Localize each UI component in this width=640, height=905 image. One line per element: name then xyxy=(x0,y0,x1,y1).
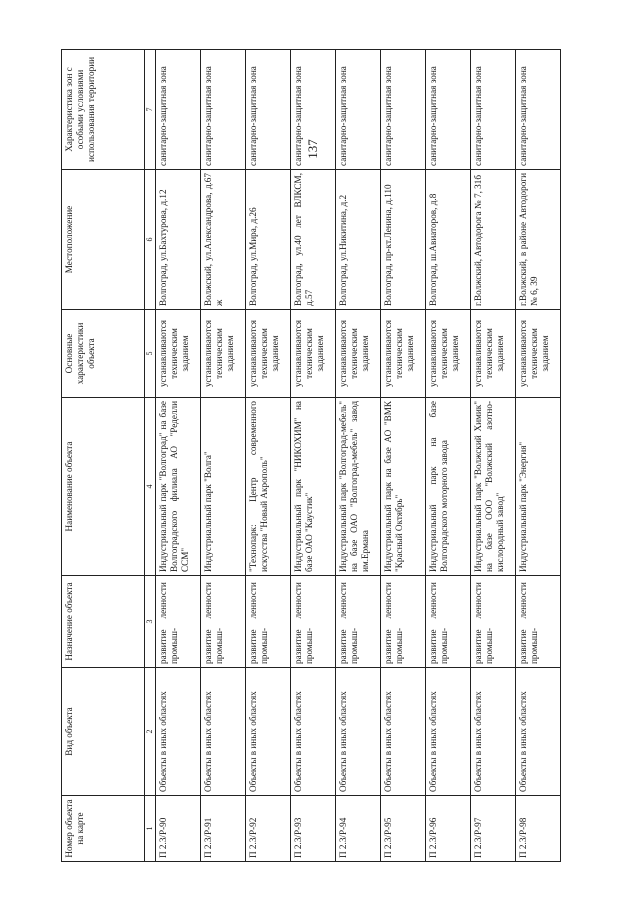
object-kind: Объекты в иных областях xyxy=(291,668,336,796)
purpose-part-b: ленности xyxy=(338,582,348,619)
object-location: Волжский, ул.Александрова, д.67 ж xyxy=(201,170,246,310)
purpose-part-a: развитие промыш- xyxy=(338,627,359,664)
table-row xyxy=(381,50,426,862)
purpose-part-a: развитие промыш- xyxy=(518,627,539,664)
object-name: Индустриальный парк "НИКОХИМ" на базе ОАО "Каустик" xyxy=(291,398,336,576)
header-cell: Номер объекта на карте xyxy=(62,796,145,862)
object-zones: санитарно-защитная зона xyxy=(336,50,381,170)
table-header-row xyxy=(62,50,145,862)
object-location: Волгоград, ул.Бахтурова, д.12 xyxy=(156,170,201,310)
object-characteristics: устанавливаются техническим заданием xyxy=(336,310,381,398)
object-purpose xyxy=(156,576,201,668)
object-name: Индустриальный парк "Волгоград" на базе Волгоградского филиала АО "Ределли ССМ" xyxy=(156,398,201,576)
purpose-part-b: ленности xyxy=(293,582,303,619)
header-cell: Назначение объекта xyxy=(62,576,145,668)
header-cell: Характеристика зон с особыми условиями использования территории xyxy=(62,50,145,170)
object-purpose xyxy=(381,576,426,668)
object-location: Волгоград, ул.40 лет ВЛКСМ, д.57 xyxy=(291,170,336,310)
object-kind: Объекты в иных областях xyxy=(156,668,201,796)
column-number: 6 xyxy=(145,170,156,310)
object-name: "Технопарк: Центр современного искусства "Новый Акрополь" xyxy=(246,398,291,576)
object-characteristics: устанавливаются техническим заданием xyxy=(426,310,471,398)
column-number: 4 xyxy=(145,398,156,576)
object-kind: Объекты в иных областях xyxy=(426,668,471,796)
table-row xyxy=(336,50,381,862)
purpose-part-b: ленности xyxy=(473,582,483,619)
object-number: П 2.3/Р-90 xyxy=(156,796,201,862)
object-location: Волгоград, ш.Авиаторов, д.8 xyxy=(426,170,471,310)
purpose-part-b: ленности xyxy=(203,582,213,619)
object-purpose xyxy=(291,576,336,668)
object-characteristics: устанавливаются техническим заданием xyxy=(471,310,516,398)
purpose-part-b: ленности xyxy=(428,582,438,619)
object-number: П 2.3/Р-95 xyxy=(381,796,426,862)
object-number: П 2.3/Р-98 xyxy=(516,796,561,862)
object-kind: Объекты в иных областях xyxy=(336,668,381,796)
table-row xyxy=(471,50,516,862)
object-kind: Объекты в иных областях xyxy=(381,668,426,796)
header-cell: Местоположение xyxy=(62,170,145,310)
column-number: 1 xyxy=(145,796,156,862)
object-characteristics: устанавливаются техническим заданием xyxy=(516,310,561,398)
object-characteristics: устанавливаются техническим заданием xyxy=(381,310,426,398)
table-row xyxy=(426,50,471,862)
purpose-part-b: ленности xyxy=(383,582,393,619)
purpose-part-a: развитие промыш- xyxy=(158,627,179,664)
table-row xyxy=(156,50,201,862)
object-purpose xyxy=(246,576,291,668)
table-row xyxy=(246,50,291,862)
object-characteristics: устанавливаются техническим заданием xyxy=(201,310,246,398)
object-purpose xyxy=(336,576,381,668)
object-purpose xyxy=(471,576,516,668)
object-name: Индустриальный парк на базе Волгоградского моторного завода xyxy=(426,398,471,576)
object-zones: санитарно-защитная зона xyxy=(291,50,336,170)
object-kind: Объекты в иных областях xyxy=(201,668,246,796)
object-name: Индустриальный парк "Волга" xyxy=(201,398,246,576)
object-zones: санитарно-защитная зона xyxy=(471,50,516,170)
page-number: 137 xyxy=(304,139,320,159)
object-zones: санитарно-защитная зона xyxy=(156,50,201,170)
object-characteristics: устанавливаются техническим заданием xyxy=(291,310,336,398)
object-name: Индустриальный парк "Волгоград-мебель" на базе ОАО "Волгоград-мебель" завод им.Ермана xyxy=(336,398,381,576)
object-kind: Объекты в иных областях xyxy=(246,668,291,796)
object-location: г.Волжский, в районе Автодороги № 6, 39 xyxy=(516,170,561,310)
purpose-part-b: ленности xyxy=(248,582,258,619)
object-location: Волгоград, ул.Никитина, д.2 xyxy=(336,170,381,310)
purpose-part-a: развитие промыш- xyxy=(248,627,269,664)
object-zones: санитарно-защитная зона xyxy=(516,50,561,170)
object-location: Волгоград, пр-кт.Ленина, д.110 xyxy=(381,170,426,310)
object-purpose xyxy=(201,576,246,668)
column-number: 3 xyxy=(145,576,156,668)
header-cell: Наименование объекта xyxy=(62,398,145,576)
table-row xyxy=(516,50,561,862)
object-number: П 2.3/Р-91 xyxy=(201,796,246,862)
object-number: П 2.3/Р-97 xyxy=(471,796,516,862)
object-name: Индустриальный парк "Волжский Химик" на базе ООО "Волжский азотно-кислородный завод" xyxy=(471,398,516,576)
object-characteristics: устанавливаются техническим заданием xyxy=(156,310,201,398)
purpose-part-b: ленности xyxy=(158,582,168,619)
purpose-part-a: развитие промыш- xyxy=(383,627,404,664)
object-zones: санитарно-защитная зона xyxy=(381,50,426,170)
column-number-row xyxy=(145,50,156,862)
header-cell: Вид объекта xyxy=(62,668,145,796)
column-number: 5 xyxy=(145,310,156,398)
purpose-part-a: развитие промыш- xyxy=(473,627,494,664)
purpose-part-a: развитие промыш- xyxy=(293,627,314,664)
object-location: Волгоград, ул.Мира, д.26 xyxy=(246,170,291,310)
purpose-part-b: ленности xyxy=(518,582,528,619)
object-zones: санитарно-защитная зона xyxy=(201,50,246,170)
table-row xyxy=(201,50,246,862)
object-purpose xyxy=(426,576,471,668)
purpose-part-a: развитие промыш- xyxy=(428,627,449,664)
object-kind: Объекты в иных областях xyxy=(471,668,516,796)
object-purpose xyxy=(516,576,561,668)
object-location: г.Волжский, Автодорога № 7, 31б xyxy=(471,170,516,310)
objects-table xyxy=(61,49,561,862)
object-zones: санитарно-защитная зона xyxy=(246,50,291,170)
object-number: П 2.3/Р-94 xyxy=(336,796,381,862)
column-number: 2 xyxy=(145,668,156,796)
object-characteristics: устанавливаются техническим заданием xyxy=(246,310,291,398)
table-row xyxy=(291,50,336,862)
object-name: Индустриальный парк на базе АО "ВМК "Красный Октябрь" xyxy=(381,398,426,576)
object-number: П 2.3/Р-93 xyxy=(291,796,336,862)
object-name: Индустриальный парк "Энергия" xyxy=(516,398,561,576)
header-cell: Основные характеристики объекта xyxy=(62,310,145,398)
purpose-part-a: развитие промыш- xyxy=(203,627,224,664)
object-number: П 2.3/Р-92 xyxy=(246,796,291,862)
object-kind: Объекты в иных областях xyxy=(516,668,561,796)
object-number: П 2.3/Р-96 xyxy=(426,796,471,862)
object-zones: санитарно-защитная зона xyxy=(426,50,471,170)
column-number: 7 xyxy=(145,50,156,170)
